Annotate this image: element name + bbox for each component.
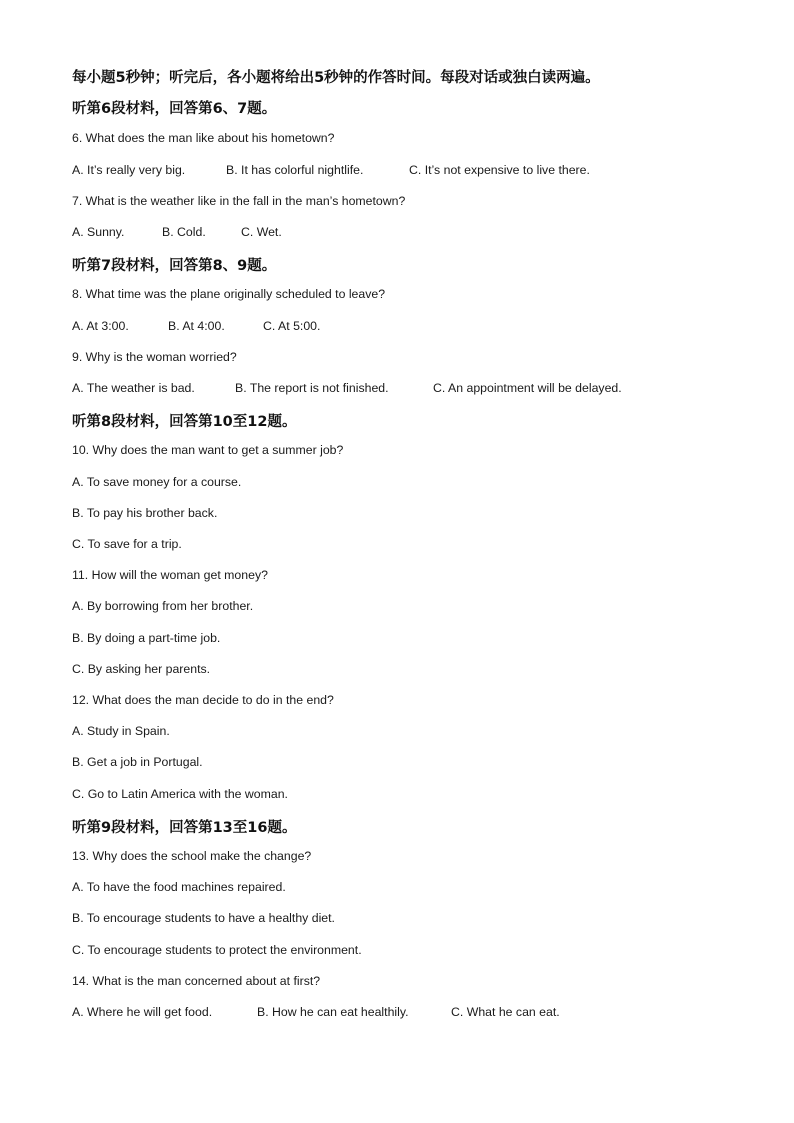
question-13-option-a: A. To have the food machines repaired. [72, 880, 286, 894]
question-7-option-b: B. Cold. [162, 225, 206, 239]
question-14-stem: 14. What is the man concerned about at first? [72, 974, 321, 988]
question-10-option-c: C. To save for a trip. [72, 537, 182, 551]
instructions-line: 每小题5秒钟；听完后，各小题将给出5秒钟的作答时间。每段对话或独白读两遍。 [72, 70, 600, 86]
question-8-option-b: B. At 4:00. [168, 319, 225, 333]
section-header-7: 听第7段材料，回答第8、9题。 [72, 258, 277, 274]
question-6-stem: 6. What does the man like about his hometown? [72, 131, 335, 145]
question-9-option-c: C. An appointment will be delayed. [433, 381, 622, 395]
question-12-option-c: C. Go to Latin America with the woman. [72, 787, 288, 801]
question-13-stem: 13. Why does the school make the change? [72, 849, 312, 863]
question-10-option-a: A. To save money for a course. [72, 475, 242, 489]
question-14-option-a: A. Where he will get food. [72, 1005, 213, 1019]
question-14-option-c: C. What he can eat. [451, 1005, 560, 1019]
question-8-stem: 8. What time was the plane originally scheduled to leave? [72, 287, 386, 301]
question-10-option-b: B. To pay his brother back. [72, 506, 218, 520]
section-header-9: 听第9段材料，回答第13至16题。 [72, 820, 297, 836]
question-9-option-a: A. The weather is bad. [72, 381, 195, 395]
question-10-stem: 10. Why does the man want to get a summer job? [72, 443, 344, 457]
question-13-option-c: C. To encourage students to protect the environment. [72, 943, 362, 957]
question-12-stem: 12. What does the man decide to do in the end? [72, 693, 334, 707]
section-header-6: 听第6段材料，回答第6、7题。 [72, 101, 277, 117]
question-12-option-b: B. Get a job in Portugal. [72, 755, 203, 769]
question-14-option-b: B. How he can eat healthily. [257, 1005, 409, 1019]
question-13-option-b: B. To encourage students to have a healthy diet. [72, 911, 335, 925]
question-6-option-a: A. It’s really very big. [72, 163, 186, 177]
question-7-option-c: C. Wet. [241, 225, 282, 239]
question-7-option-a: A. Sunny. [72, 225, 125, 239]
question-11-option-a: A. By borrowing from her brother. [72, 599, 254, 613]
question-8-option-a: A. At 3:00. [72, 319, 129, 333]
section-header-8: 听第8段材料，回答第10至12题。 [72, 414, 297, 430]
question-8-option-c: C. At 5:00. [263, 319, 321, 333]
question-6-option-b: B. It has colorful nightlife. [226, 163, 364, 177]
question-9-option-b: B. The report is not finished. [235, 381, 389, 395]
question-12-option-a: A. Study in Spain. [72, 724, 170, 738]
question-9-stem: 9. Why is the woman worried? [72, 350, 237, 364]
question-11-option-c: C. By asking her parents. [72, 662, 211, 676]
question-6-option-c: C. It’s not expensive to live there. [409, 163, 590, 177]
question-11-option-b: B. By doing a part-time job. [72, 631, 221, 645]
question-11-stem: 11. How will the woman get money? [72, 568, 268, 582]
question-7-stem: 7. What is the weather like in the fall in the man’s hometown? [72, 194, 406, 208]
